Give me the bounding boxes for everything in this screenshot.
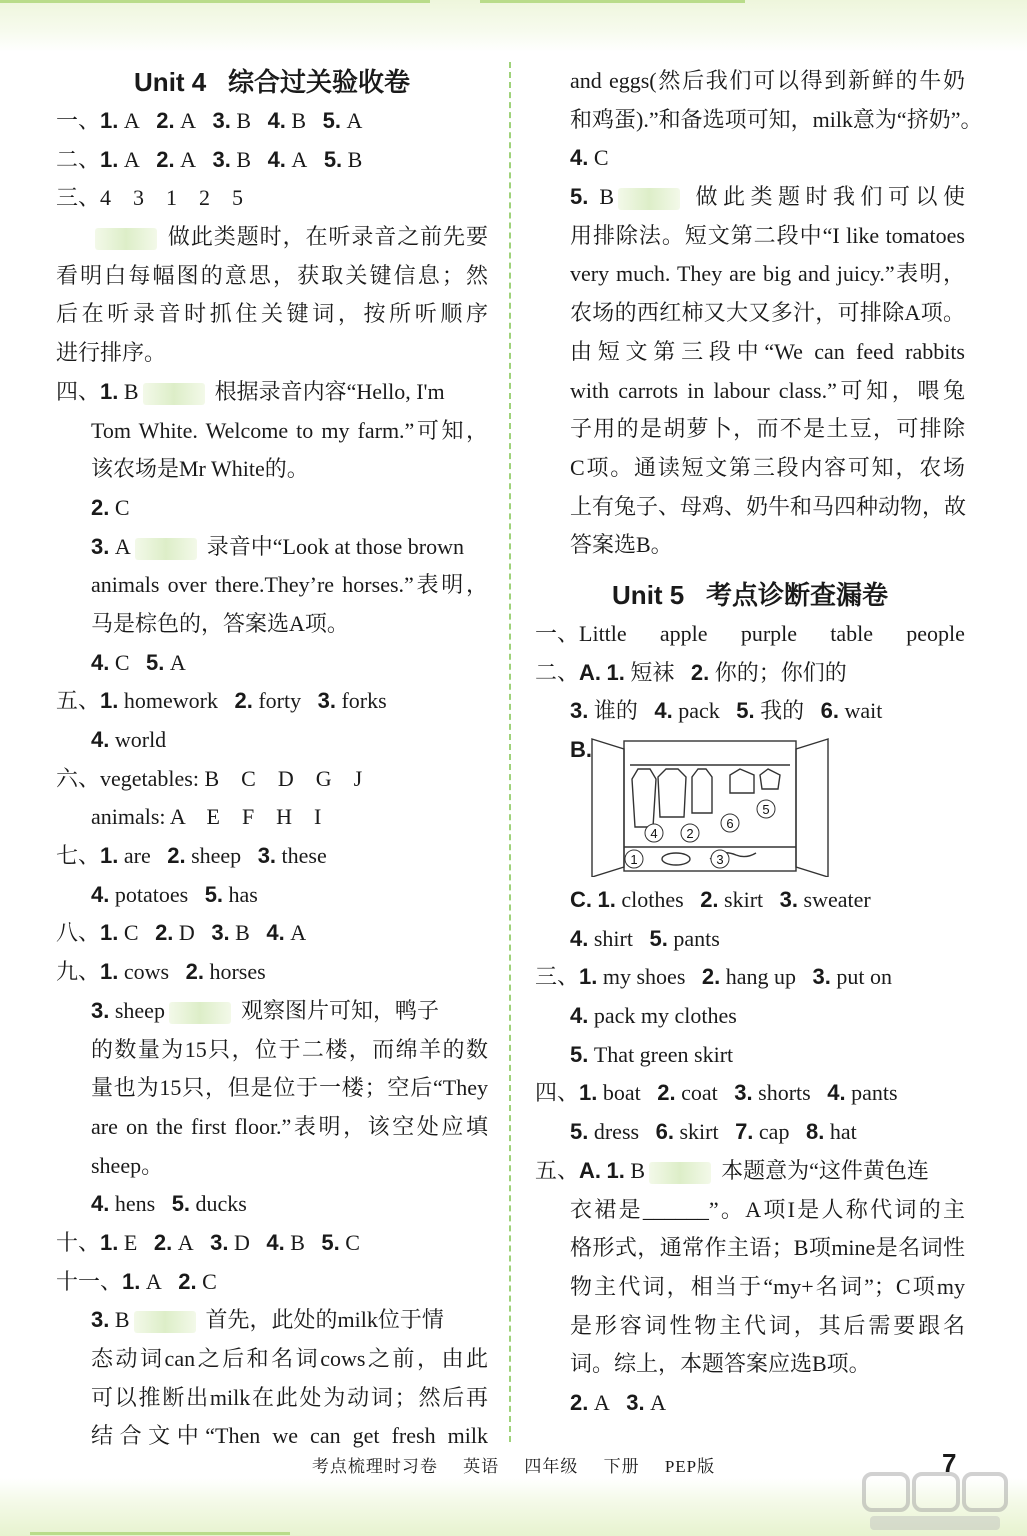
explanation-line: 看明白每幅图的意思，获取关键信息；然 xyxy=(56,262,488,288)
answer-item: 5. That green skirt xyxy=(570,1041,734,1067)
answer-item: 4. C 5. A xyxy=(91,649,186,675)
shirt-icon xyxy=(692,769,712,813)
answer-line-1: 一、Little apple purple table people xyxy=(535,620,965,646)
answer-item: 5. dress 6. skirt 7. cap 8. hat xyxy=(570,1119,857,1145)
wardrobe-number-3: 3 xyxy=(716,852,724,867)
explanation-line: animals over there.They’re horses.”表明， xyxy=(91,572,488,598)
explanation-line: 马是棕色的，答案选A项。 xyxy=(91,610,349,636)
answer-item: 4. world xyxy=(91,727,167,752)
wardrobe-number-6: 6 xyxy=(726,816,734,831)
explanation-line: 结合文中“Then we can get fresh milk xyxy=(91,1423,488,1449)
answer-item: 3. 谁的 4. pack 5. 我的 6. wait xyxy=(570,698,883,724)
unit4-title: Unit 4 综合过关验收卷 xyxy=(134,67,410,97)
explanation-line: 答案选B。 xyxy=(570,532,673,558)
explanation-line: 物主代词，相当于“my+名词”；C项my xyxy=(570,1273,965,1299)
explanation-line: 词。综上，本题答案应选B项。 xyxy=(570,1351,871,1377)
answer-item: 3. sheep 观察图片可知，鸭子 xyxy=(91,997,439,1023)
unit5-title: Unit 5 考点诊断查漏卷 xyxy=(612,579,888,610)
explanation-line: are on the first floor.”表明，该空处应填 xyxy=(91,1113,488,1139)
answer-item: animals: A E F H I xyxy=(91,804,322,830)
wardrobe-number-2: 2 xyxy=(686,826,694,841)
explanation-line: 的数量为15只，位于二楼，而绵羊的数 xyxy=(91,1036,488,1062)
hat-icon xyxy=(662,853,690,865)
answer-line-3: 三、4 3 1 2 5 xyxy=(56,185,244,211)
answer-line-4: 四、1. boat 2. coat 3. shorts 4. pants xyxy=(535,1080,898,1106)
answer-line-1: 一、1. A 2. A 3. B 4. B 5. A xyxy=(56,108,363,133)
analysis-tag xyxy=(135,538,197,560)
explanation-line: 上有兔子、母鸡、奶牛和马四种动物，故 xyxy=(570,493,967,519)
answer-line-10: 十、1. E 2. A 3. D 4. B 5. C xyxy=(56,1229,360,1255)
answer-item: 4. shirt 5. pants xyxy=(570,925,720,951)
answer-item: 5. B 做此类题时我们可以使 xyxy=(570,184,965,210)
answer-line-8: 八、1. C 2. D 3. B 4. A xyxy=(56,920,307,946)
explanation-line: very much. They are big and juicy.”表明， xyxy=(570,261,965,287)
explanation-line: 可以推断出milk在此处为动词；然后再 xyxy=(91,1384,488,1410)
wardrobe-illustration xyxy=(590,735,830,877)
analysis-tag xyxy=(143,383,205,405)
footer-edition: PEP版 xyxy=(664,1457,716,1476)
explanation-line: 该农场是Mr White的。 xyxy=(91,456,309,482)
watermark-logo xyxy=(860,1470,1010,1534)
explanation-line: 用排除法。短文第二段中“I like tomatoes xyxy=(570,222,965,248)
coat-icon xyxy=(658,769,686,817)
answer-line-4: 四、1. B 根据录音内容“Hello, I'm xyxy=(56,378,445,404)
explanation-line: 进行排序。 xyxy=(56,340,167,366)
answer-line-6: 六、vegetables: B C D G J xyxy=(56,765,363,791)
answer-item: 4. C xyxy=(570,145,609,171)
explanation-line: and eggs(然后我们可以得到新鲜的牛奶 xyxy=(570,68,965,93)
explanation-line: 由短文第三段中“We can feed rabbits xyxy=(570,338,965,364)
footer-book: 考点梳理时习卷 xyxy=(311,1457,438,1476)
dress-icon xyxy=(632,769,656,827)
analysis-tag xyxy=(618,188,680,210)
answer-line-7: 七、1. are 2. sheep 3. these xyxy=(56,843,327,869)
answer-item: 2. C xyxy=(91,494,130,520)
explanation-line: 态动词can之后和名词cows之前，由此 xyxy=(91,1346,488,1371)
answer-line-2: 二、A. 1. 短袜 2. 你的；你们的 xyxy=(535,659,847,685)
wardrobe-left-door xyxy=(592,739,624,877)
answer-item: 3. B 首先，此处的milk位于情 xyxy=(91,1307,444,1333)
explanation-line: 量也为15只，但是位于一楼；空后“They xyxy=(91,1075,488,1101)
wardrobe-right-door xyxy=(796,739,828,877)
top-decoration-band xyxy=(0,0,1027,52)
answer-item: 4. hens 5. ducks xyxy=(91,1191,247,1217)
explanation-line: 衣裙是______”。A项I是人称代词的主 xyxy=(570,1196,965,1222)
answer-item: 2. A 3. A xyxy=(570,1389,666,1415)
wardrobe-number-5: 5 xyxy=(762,802,770,817)
answer-line-2: 二、1. A 2. A 3. B 4. A 5. B xyxy=(56,146,363,172)
answer-line-11: 十一、1. A 2. C xyxy=(56,1268,217,1294)
left-column xyxy=(56,62,488,1456)
explanation-line: sheep。 xyxy=(91,1152,164,1178)
explanation-line: Tom White. Welcome to my farm.”可知， xyxy=(91,417,488,443)
wardrobe-number-4: 4 xyxy=(650,826,658,841)
right-column xyxy=(535,62,983,1423)
wardrobe-answer: B. 1 2 3 4 5 6 xyxy=(535,731,965,881)
explanation-line: with carrots in labour class.”可知，喂兔 xyxy=(570,377,965,403)
analysis-tag xyxy=(649,1162,711,1184)
explanation-line: 格形式，通常作主语；B项mine是名词性 xyxy=(570,1235,965,1261)
answer-line-3: 三、1. my shoes 2. hang up 3. put on xyxy=(535,964,892,990)
explanation-line: 后在听录音时抓住关键词，按所听顺序 xyxy=(56,301,488,327)
footer-volume: 下册 xyxy=(603,1457,640,1476)
explanation-line: 和鸡蛋).”和备选项可知，milk意为“挤奶”。 xyxy=(570,106,983,132)
answer-item: 3. A 录音中“Look at those brown xyxy=(91,533,464,559)
answer-item: C. 1. clothes 2. skirt 3. sweater xyxy=(570,887,871,912)
answer-line-5: 五、1. homework 2. forty 3. forks xyxy=(56,688,387,714)
answer-line-5: 五、A. 1. B 本题意为“这件黄色连 xyxy=(535,1157,929,1183)
explanation-line: 子用的是胡萝卜，而不是土豆，可排除 xyxy=(570,416,965,442)
page-number: 7 xyxy=(942,1448,957,1478)
skirt-icon xyxy=(760,769,780,789)
wardrobe-number-1: 1 xyxy=(630,852,638,867)
answer-line-9: 九、1. cows 2. horses xyxy=(56,959,266,985)
explanation-line: 农场的西红柿又大又多汁，可排除A项。 xyxy=(570,300,965,326)
explanation-line: C项。通读短文第三段内容可知，农场 xyxy=(570,454,965,480)
explanation-line: 是形容词性物主代词，其后需要跟名 xyxy=(570,1312,965,1338)
answer-item: 4. pack my clothes xyxy=(570,1003,737,1029)
analysis-tag xyxy=(134,1311,196,1333)
answer-item: 4. potatoes 5. has xyxy=(91,881,258,907)
explanation-line: 做此类题时，在听录音之前先要 xyxy=(56,218,488,257)
sweater-icon xyxy=(730,769,754,793)
analysis-tag xyxy=(95,228,157,250)
footer-grade: 四年级 xyxy=(524,1457,579,1476)
analysis-tag xyxy=(169,1002,231,1024)
footer-subject: 英语 xyxy=(463,1457,500,1476)
column-divider xyxy=(509,62,511,1442)
